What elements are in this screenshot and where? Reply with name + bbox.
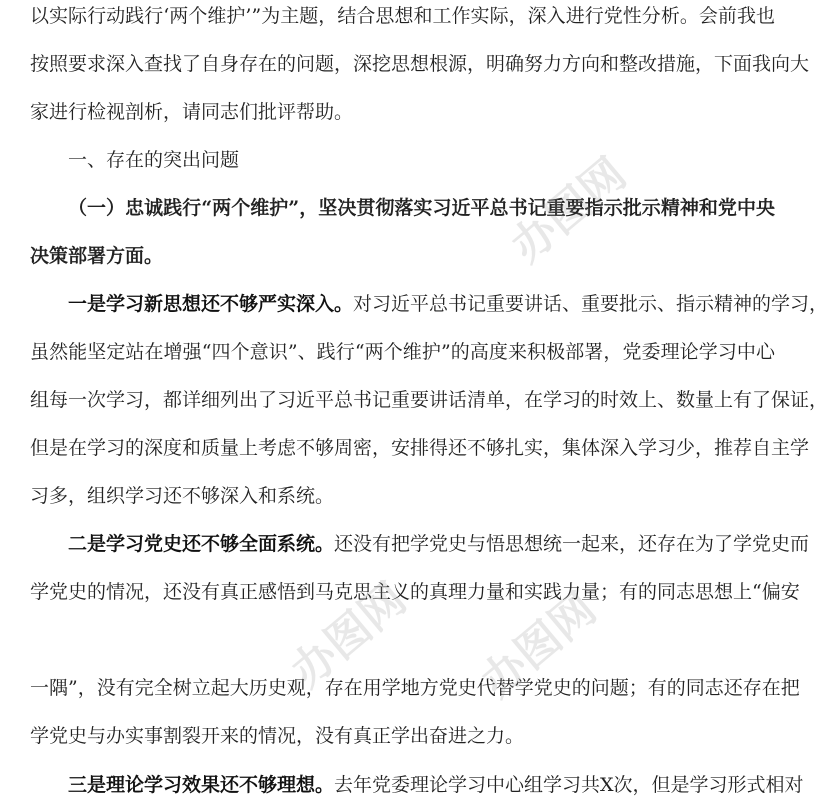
paragraph-line: 习多，组织学习还不够深入和系统。 <box>30 485 335 507</box>
line-text: 对习近平总书记重要讲话、重要批示、指示精神的学习， <box>353 293 828 315</box>
paragraph-line <box>30 532 810 558</box>
paragraph-line: 学党史与办实事割裂开来的情况，没有真正学出奋进之力。 <box>30 725 525 747</box>
paragraph-line <box>30 773 804 799</box>
paragraph-line: 家进行检视剖析，请同志们批评帮助。 <box>30 101 354 123</box>
paragraph-line: 一隅”，没有完全树立起大历史观，存在用学地方党史代替学党史的问题；有的同志还存在把 <box>30 677 800 699</box>
paragraph-line: 按照要求深入查找了自身存在的问题，深挖思想根源，明确努力方向和整改措施，下面我向大 <box>30 53 810 75</box>
paragraph-line: 但是在学习的深度和质量上考虑不够周密，安排得还不够扎实，集体深入学习少，推荐自主学 <box>30 437 810 459</box>
bold-lead: 二是学习党史还不够全面系统。 <box>68 533 335 555</box>
bold-lead: 三是理论学习效果还不够理想。 <box>68 774 335 796</box>
watermark: 办图网 <box>281 573 416 698</box>
paragraph-line: 虽然能坚定站在增强“四个意识”、践行“两个维护”的高度来积极部署，党委理论学习中心 <box>30 341 775 363</box>
section-heading: 一、存在的突出问题 <box>68 149 240 171</box>
subsection-heading-cont: 决策部署方面。 <box>30 245 164 267</box>
paragraph-line <box>30 292 828 318</box>
bold-lead: 一是学习新思想还不够严实深入。 <box>68 293 354 315</box>
paragraph-line: 学党史的情况，还没有真正感悟到马克思主义的真理力量和实践力量；有的同志思想上“偏安 <box>30 581 800 603</box>
watermark: 办图网 <box>471 583 606 708</box>
subsection-heading: （一）忠诚践行“两个维护”，坚决贯彻落实习近平总书记重要指示批示精神和党中央 <box>68 197 775 219</box>
watermark: 办图网 <box>501 148 636 273</box>
line-text: 去年党委理论学习中心组学习共X次，但是学习形式相对 <box>334 774 804 796</box>
paragraph-line: 组每一次学习，都详细列出了习近平总书记重要讲话清单，在学习的时效上、数量上有了保证， <box>30 389 828 411</box>
line-text: 还没有把学党史与悟思想统一起来，还存在为了学党史而 <box>334 533 810 555</box>
paragraph-line: 以实际行动践行‘两个维护’”为主题，结合思想和工作实际，深入进行党性分析。会前我也 <box>30 5 775 27</box>
